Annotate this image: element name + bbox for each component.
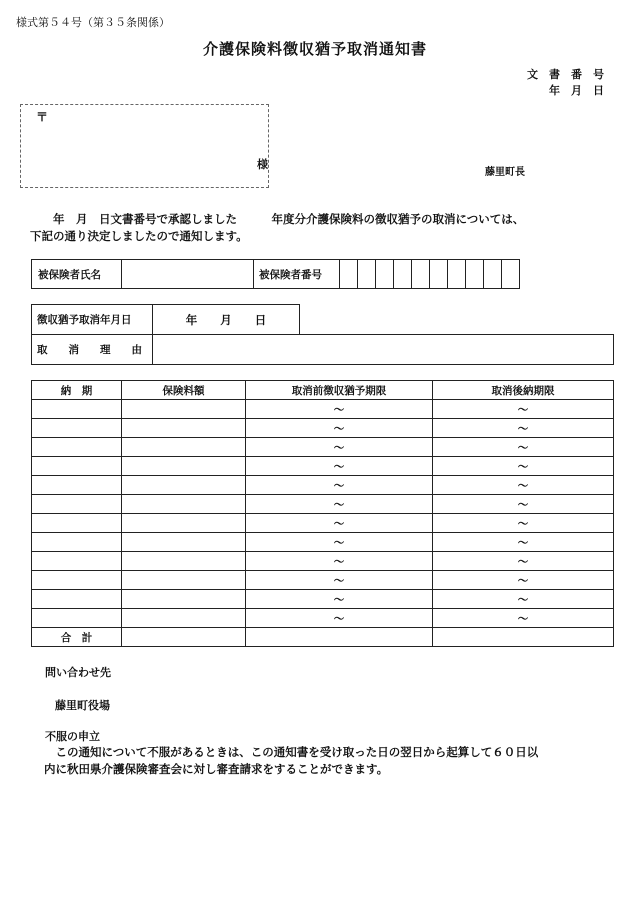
insured-name-field[interactable] [122,260,254,289]
objection-line-2: 内に秋田県介護保険審査会に対し審査請求をすることができます。 [44,762,389,776]
premium-amount-cell[interactable] [122,533,246,552]
due-period-cell[interactable] [32,533,122,552]
contact-label: 問い合わせ先 [45,666,111,679]
cancel-reason-label: 取 消 理 由 [32,335,153,365]
insured-number-digit-box[interactable] [376,260,394,289]
post-cancel-deadline-cell[interactable]: ～ [433,419,614,438]
notice-body [30,211,620,245]
insured-info-table [31,259,520,289]
header-due-period: 納 期 [32,381,122,400]
table-row [32,495,614,514]
due-period-cell[interactable] [32,552,122,571]
total-pre-cancel-cell [246,628,433,647]
post-cancel-deadline-cell[interactable]: ～ [433,552,614,571]
due-period-cell[interactable] [32,590,122,609]
insured-number-digit-box[interactable] [502,260,520,289]
insured-name-label: 被保険者氏名 [32,260,122,289]
address-box [20,104,269,188]
due-period-cell[interactable] [32,419,122,438]
post-cancel-deadline-cell[interactable]: ～ [433,495,614,514]
total-post-cancel-cell [433,628,614,647]
premium-amount-cell[interactable] [122,476,246,495]
post-cancel-deadline-cell[interactable]: ～ [433,476,614,495]
table-row [32,609,614,628]
objection-line-1: この通知について不服があるときは、この通知書を受け取った日の翌日から起算して６０日以 [44,745,539,759]
premium-amount-cell[interactable] [122,571,246,590]
cancel-date-field[interactable]: 年 月 日 [153,305,300,335]
cancel-date-label: 徴収猶予取消年月日 [32,305,153,335]
insured-number-digit-box[interactable] [358,260,376,289]
premium-amount-cell[interactable] [122,514,246,533]
due-period-cell[interactable] [32,495,122,514]
table-row [32,552,614,571]
post-cancel-deadline-cell[interactable]: ～ [433,457,614,476]
due-period-cell[interactable] [32,514,122,533]
insured-number-digit-box[interactable] [340,260,358,289]
pre-cancel-deadline-cell[interactable]: ～ [246,609,433,628]
insured-number-label: 被保険者番号 [254,260,340,289]
header-post-cancel-deadline: 取消後納期限 [433,381,614,400]
due-period-cell[interactable] [32,571,122,590]
payment-rows [32,400,614,628]
objection-title: 不服の申立 [45,730,100,743]
document-date-label: 年 月 日 [549,84,604,97]
pre-cancel-deadline-cell[interactable]: ～ [246,514,433,533]
post-cancel-deadline-cell[interactable]: ～ [433,533,614,552]
premium-amount-cell[interactable] [122,438,246,457]
post-cancel-deadline-cell[interactable]: ～ [433,514,614,533]
post-cancel-deadline-cell[interactable]: ～ [433,438,614,457]
pre-cancel-deadline-cell[interactable]: ～ [246,438,433,457]
pre-cancel-deadline-cell[interactable]: ～ [246,495,433,514]
table-row [32,400,614,419]
table-row [32,514,614,533]
pre-cancel-deadline-cell[interactable]: ～ [246,457,433,476]
insured-number-digit-box[interactable] [466,260,484,289]
insured-number-digit-box[interactable] [394,260,412,289]
table-row [32,590,614,609]
recipient-honorific: 様 [257,158,268,171]
pre-cancel-deadline-cell[interactable]: ～ [246,419,433,438]
due-period-cell[interactable] [32,400,122,419]
premium-amount-cell[interactable] [122,495,246,514]
notice-body-line-1: 年 月 日文書番号で承認しました 年度分介護保険料の徴収猶予の取消については、 [30,212,525,226]
cancel-reason-field[interactable] [153,335,614,365]
premium-amount-cell[interactable] [122,590,246,609]
pre-cancel-deadline-cell[interactable]: ～ [246,533,433,552]
table-row [32,457,614,476]
table-row [32,571,614,590]
document-number-label: 文 書 番 号 [527,68,604,81]
pre-cancel-deadline-cell[interactable]: ～ [246,590,433,609]
insured-number-digit-box[interactable] [412,260,430,289]
cancel-date-spacer [300,305,614,335]
due-period-cell[interactable] [32,609,122,628]
objection-text [44,744,619,778]
insured-number-digit-box[interactable] [430,260,448,289]
post-cancel-deadline-cell[interactable]: ～ [433,400,614,419]
postal-mark: 〒 [36,110,49,124]
pre-cancel-deadline-cell[interactable]: ～ [246,552,433,571]
post-cancel-deadline-cell[interactable]: ～ [433,609,614,628]
insured-number-digit-box[interactable] [448,260,466,289]
insured-number-digit-box[interactable] [484,260,502,289]
header-premium-amount: 保険料額 [122,381,246,400]
total-label: 合 計 [32,628,122,647]
premium-amount-cell[interactable] [122,457,246,476]
pre-cancel-deadline-cell[interactable]: ～ [246,400,433,419]
header-pre-cancel-deadline: 取消前徴収猶予期限 [246,381,433,400]
premium-amount-cell[interactable] [122,400,246,419]
payment-schedule-table [31,380,614,647]
due-period-cell[interactable] [32,438,122,457]
table-row [32,438,614,457]
contact-office: 藤里町役場 [55,699,110,712]
pre-cancel-deadline-cell[interactable]: ～ [246,571,433,590]
cancellation-info-table [31,304,614,365]
premium-amount-cell[interactable] [122,552,246,571]
table-row [32,533,614,552]
premium-amount-cell[interactable] [122,609,246,628]
issuer-name: 藤里町長 [485,167,525,178]
form-number: 様式第５４号（第３５条関係） [16,16,170,29]
premium-amount-cell[interactable] [122,419,246,438]
document-title: 介護保険料徴収猶予取消通知書 [202,40,427,58]
post-cancel-deadline-cell[interactable]: ～ [433,571,614,590]
table-row [32,476,614,495]
notice-body-line-2: 下記の通り決定しましたので通知します。 [30,229,248,243]
due-period-cell[interactable] [32,457,122,476]
table-row [32,419,614,438]
pre-cancel-deadline-cell[interactable]: ～ [246,476,433,495]
total-premium-cell[interactable] [122,628,246,647]
post-cancel-deadline-cell[interactable]: ～ [433,590,614,609]
due-period-cell[interactable] [32,476,122,495]
